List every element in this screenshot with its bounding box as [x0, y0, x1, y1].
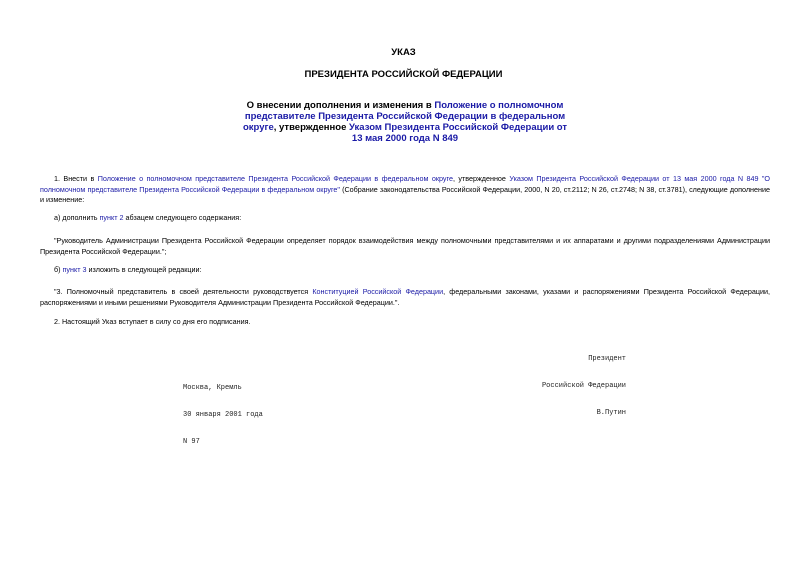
paragraph-3: "Руководитель Администрации Президента Российской Федерации определяет порядок взаимодействия между полномочными представителями и их аппаратами и другими подразделениями Администрации Президента Российской Федерации."; [40, 236, 770, 256]
paragraph-1-link-decree[interactable]: Указом Президента Российской Федерации от 13 мая 2000 года N 849 "О полномочном представителе Президента Российской Федерации в федеральном округе" [40, 174, 771, 194]
title-prefix: О внесении дополнения и изменения в [246, 100, 435, 111]
signature-position: Президент [588, 355, 626, 363]
document-type-heading: УКАЗ [391, 47, 416, 58]
paragraph-5-prefix: "3. Полномочный представитель в своей деятельности руководствуется [54, 287, 313, 296]
document-number: N 97 [183, 438, 200, 446]
paragraph-6: 2. Настоящий Указ вступает в силу со дня его подписания. [54, 317, 251, 326]
paragraph-2-suffix: абзацем следующего содержания: [123, 213, 242, 222]
paragraph-4-prefix: б) [54, 265, 63, 274]
place-date: 30 января 2001 года [183, 411, 263, 419]
paragraph-2-prefix: а) дополнить [54, 213, 100, 222]
signature-block [520, 337, 626, 436]
title-link-decree[interactable]: Указом Президента Российской Федерации от 13 мая 2000 года N 849 [349, 122, 568, 144]
paragraph-1-middle: , утвержденное [452, 174, 510, 183]
paragraph-2 [40, 213, 770, 224]
place-location: Москва, Кремль [183, 384, 242, 392]
paragraph-5-suffix: , федеральными законами, указами и распоряжениями Президента Российской Федерации, распоряжениями и иными решениями Руководителя Администрации Президента Российской Федерации.". [40, 287, 770, 307]
issuer-heading: ПРЕЗИДЕНТА РОССИЙСКОЙ ФЕДЕРАЦИИ [304, 69, 503, 80]
paragraph-5-link-constitution[interactable]: Конституцией Российской Федерации [312, 287, 444, 296]
place-date-block [183, 366, 263, 465]
paragraph-4-link-item-3[interactable]: пункт 3 [62, 265, 87, 274]
paragraph-4-suffix: изложить в следующей редакции: [86, 265, 202, 274]
paragraph-2-link-item-2[interactable]: пункт 2 [99, 213, 124, 222]
paragraph-1-link-regulation[interactable]: Положение о полномочном представителе Президента Российской Федерации в федеральном округе [97, 174, 453, 183]
paragraph-1 [40, 174, 770, 206]
paragraph-5 [40, 287, 770, 308]
title-link-regulation[interactable]: Положение о полномочном представителе Президента Российской Федерации в федеральном округе [242, 100, 566, 133]
signature-name: В.Путин [596, 409, 626, 417]
paragraph-4 [40, 265, 770, 276]
title-middle: , утвержденное [273, 122, 349, 133]
signature-country: Российской Федерации [541, 382, 626, 390]
paragraph-1-suffix: (Собрание законодательства Российской Федерации, 2000, N 20, ст.2112; N 26, ст.2748; N 38, ст.3781), следующие дополнение и изменение: [40, 184, 770, 204]
paragraph-1-prefix: 1. Внести в [54, 174, 98, 183]
document-title [240, 100, 570, 144]
